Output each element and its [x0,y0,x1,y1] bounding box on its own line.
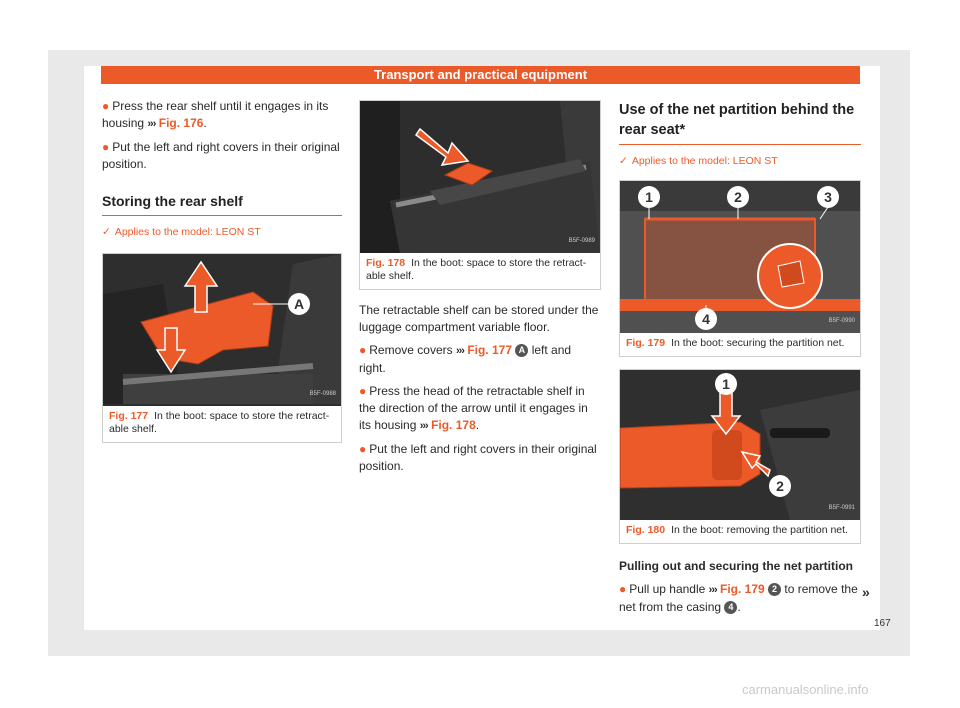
chapter-header: Transport and practical equipment [101,66,860,84]
figure-caption: Fig. 177 In the boot: space to store the retractable shelf. [109,410,330,435]
figure-178-image [360,101,600,253]
applies-note: ✓ Applies to the model: LEON ST [619,155,778,167]
bullet-icon: ● [359,442,367,456]
continue-marker: » [862,584,870,600]
figure-180 [619,369,861,544]
figure-code: B5F-0991 [828,505,855,511]
figure-code: B5F-0988 [309,391,336,397]
column-middle [359,100,601,481]
check-icon: ✓ [619,155,628,167]
callout-a: A [293,296,305,312]
bullet-press-rear-shelf: ● Press the rear shelf until it engages in its housing ››› Fig. 176. [102,99,329,130]
figure-code: B5F-0989 [568,238,595,244]
bullet-remove-covers: ● Remove covers ››› Fig. 177 A left and right. [359,343,572,375]
figure-178 [359,100,601,290]
reference-arrows: ››› [147,118,156,130]
heading-rule [102,215,342,216]
column-left [102,98,342,443]
bullet-put-covers: ● Put the left and right covers in their original position. [359,442,597,473]
figure-179-image [620,181,860,333]
bullet-icon: ● [102,140,110,154]
callout-3: 3 [824,189,832,205]
figure-link[interactable]: Fig. 177 [467,343,512,357]
callout-2: 2 [734,189,742,205]
footer-watermark: carmanualsonline.info [742,682,869,697]
bullet-icon: ● [359,343,367,357]
figure-code: B5F-0990 [828,318,855,324]
column-right [619,100,861,622]
reference-arrows: ››› [455,345,464,357]
figure-caption: Fig. 179 In the boot: securing the partition net. [626,337,845,349]
figure-177 [102,253,342,443]
page-number: 167 [874,618,891,629]
bullet-icon: ● [619,582,627,596]
boot-floor-illustration [360,101,600,253]
figure-177-image [103,254,341,406]
boot-shelf-illustration [103,254,341,406]
figure-link[interactable]: Fig. 176 [158,116,204,130]
check-icon: ✓ [102,226,111,238]
applies-note: ✓ Applies to the model: LEON ST [102,226,261,238]
marker-4: 4 [724,601,737,614]
callout-4: 4 [702,311,710,327]
marker-a: A [515,344,528,357]
bullet-pull-handle: ● Pull up handle ››› Fig. 179 2 to remove the net from the casing 4 . [619,582,858,614]
bullet-press-head: ● Press the head of the retractable shelf in the direction of the arrow until it engages in its housing ››› Fig. 178. [359,384,588,432]
removing-net-illustration [620,370,860,520]
figure-caption: Fig. 178 In the boot: space to store the retractable shelf. [366,257,587,282]
bullet-icon: ● [359,384,367,398]
bullet-icon: ● [102,99,110,113]
subheading: Pulling out and securing the net partition [619,559,853,573]
callout-1: 1 [722,376,730,392]
bullet-put-covers: ● Put the left and right covers in their original position. [102,140,340,171]
reference-arrows: ››› [419,420,428,432]
reference-arrows: ››› [708,584,717,596]
section-heading: Use of the net partition behind the rear seat* [619,102,855,138]
callout-2: 2 [776,478,784,494]
figure-179 [619,180,861,357]
figure-caption: Fig. 180 In the boot: removing the partition net. [626,524,848,536]
figure-link[interactable]: Fig. 178 [431,418,476,432]
heading-rule [619,144,861,145]
callout-1: 1 [645,189,653,205]
marker-2: 2 [768,583,781,596]
figure-180-image [620,370,860,520]
section-storing-rear-shelf [102,191,342,241]
intro-paragraph: The retractable shelf can be stored under the luggage compartment variable floor. [359,303,599,334]
section-heading: Storing the rear shelf [102,193,243,209]
figure-link[interactable]: Fig. 179 [720,582,765,596]
partition-net-illustration [620,181,860,333]
